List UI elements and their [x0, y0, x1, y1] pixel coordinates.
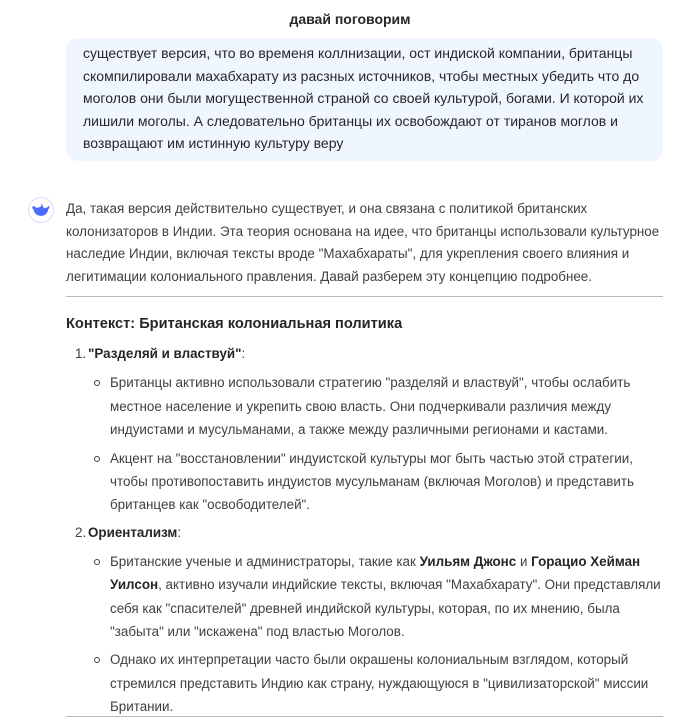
bullet-icon: [94, 380, 100, 386]
point-suffix: :: [241, 346, 246, 362]
sub-text-mid: и: [516, 553, 532, 569]
sub-list-item: [88, 648, 666, 718]
list-item: [66, 522, 666, 719]
sub-list-item: [88, 371, 666, 441]
sub-text-pre: Британские ученые и администраторы, такие как: [110, 553, 420, 569]
sub-item-text: Однако их интерпретации часто были окрашены колониальным взглядом, который стремился представить Индию как страну, нуждающуюся в "цивилизаторской" миссии Британии.: [110, 652, 649, 715]
divider: [66, 716, 663, 717]
person-name: Уильям Джонс: [419, 553, 517, 569]
section-heading: Контекст: Британская колониальная политика: [66, 316, 403, 333]
sub-item-text: [110, 554, 661, 639]
assistant-avatar: [28, 197, 54, 223]
list-item: [66, 343, 666, 516]
divider: [66, 296, 663, 297]
sub-list-item: [88, 447, 666, 517]
assistant-message: [66, 198, 666, 723]
points-list: [66, 343, 666, 718]
whale-logo-icon: [32, 203, 50, 217]
bullet-icon: [94, 559, 100, 565]
sub-list-item: [88, 550, 666, 644]
user-message-text: существует версия, что во временя коллнизации, ост индиской компании, британцы скомпилировали махабхарату из расзных источников, чтобы местных убедить что до моголов они были могущественной страной со своей культурой, богами. И которой их лишили моголы. А следовательно британцы их освобождают от тиранов моглов и возвращают им истинную культуру веру: [83, 45, 644, 152]
list-number: 2.: [75, 524, 87, 540]
user-message-bubble: [66, 38, 663, 161]
point-suffix: :: [177, 524, 182, 540]
chat-title[interactable]: давай поговорим: [289, 11, 411, 27]
sub-item-text: Акцент на "восстановлении" индуистской культуры мог быть частью этой стратегии, чтобы противопоставить индуистов мусульманам (включая Моголов) и представить британцев как "освободителей".: [110, 450, 635, 513]
sub-text-post: , активно изучали индийские тексты, включая "Махабхарату". Они представляли себя как "спасителей" древней индийской культуры, которая, по их мнению, была "забыта" или "искажена" под властью Моголов.: [110, 577, 661, 640]
point-title: "Разделяй и властвуй": [88, 346, 242, 362]
assistant-intro: Да, такая версия действительно существует, и она связана с политикой британских колонизаторов в Индии. Эта теория основана на идее, что британцы использовали культурное наследие Индии, включая тексты вроде "Махабхараты", для укрепления своего влияния и легитимации колониального правления. Давай разберем эту концепцию подробнее.: [66, 201, 660, 284]
list-number: 1.: [75, 346, 87, 362]
sub-item-text: Британцы активно использовали стратегию "разделяй и властвуй", чтобы ослабить местное население и укрепить свою власть. Они подчеркивали различия между индуистами и мусульманами, а также между различными регионами и кастами.: [110, 375, 631, 438]
bullet-icon: [94, 657, 100, 663]
bullet-icon: [94, 456, 100, 462]
sub-list: [88, 550, 666, 719]
point-title: Ориентализм: [88, 524, 178, 540]
sub-list: [88, 371, 666, 516]
person-name: Горацио Хейман Уилсон: [110, 553, 641, 593]
